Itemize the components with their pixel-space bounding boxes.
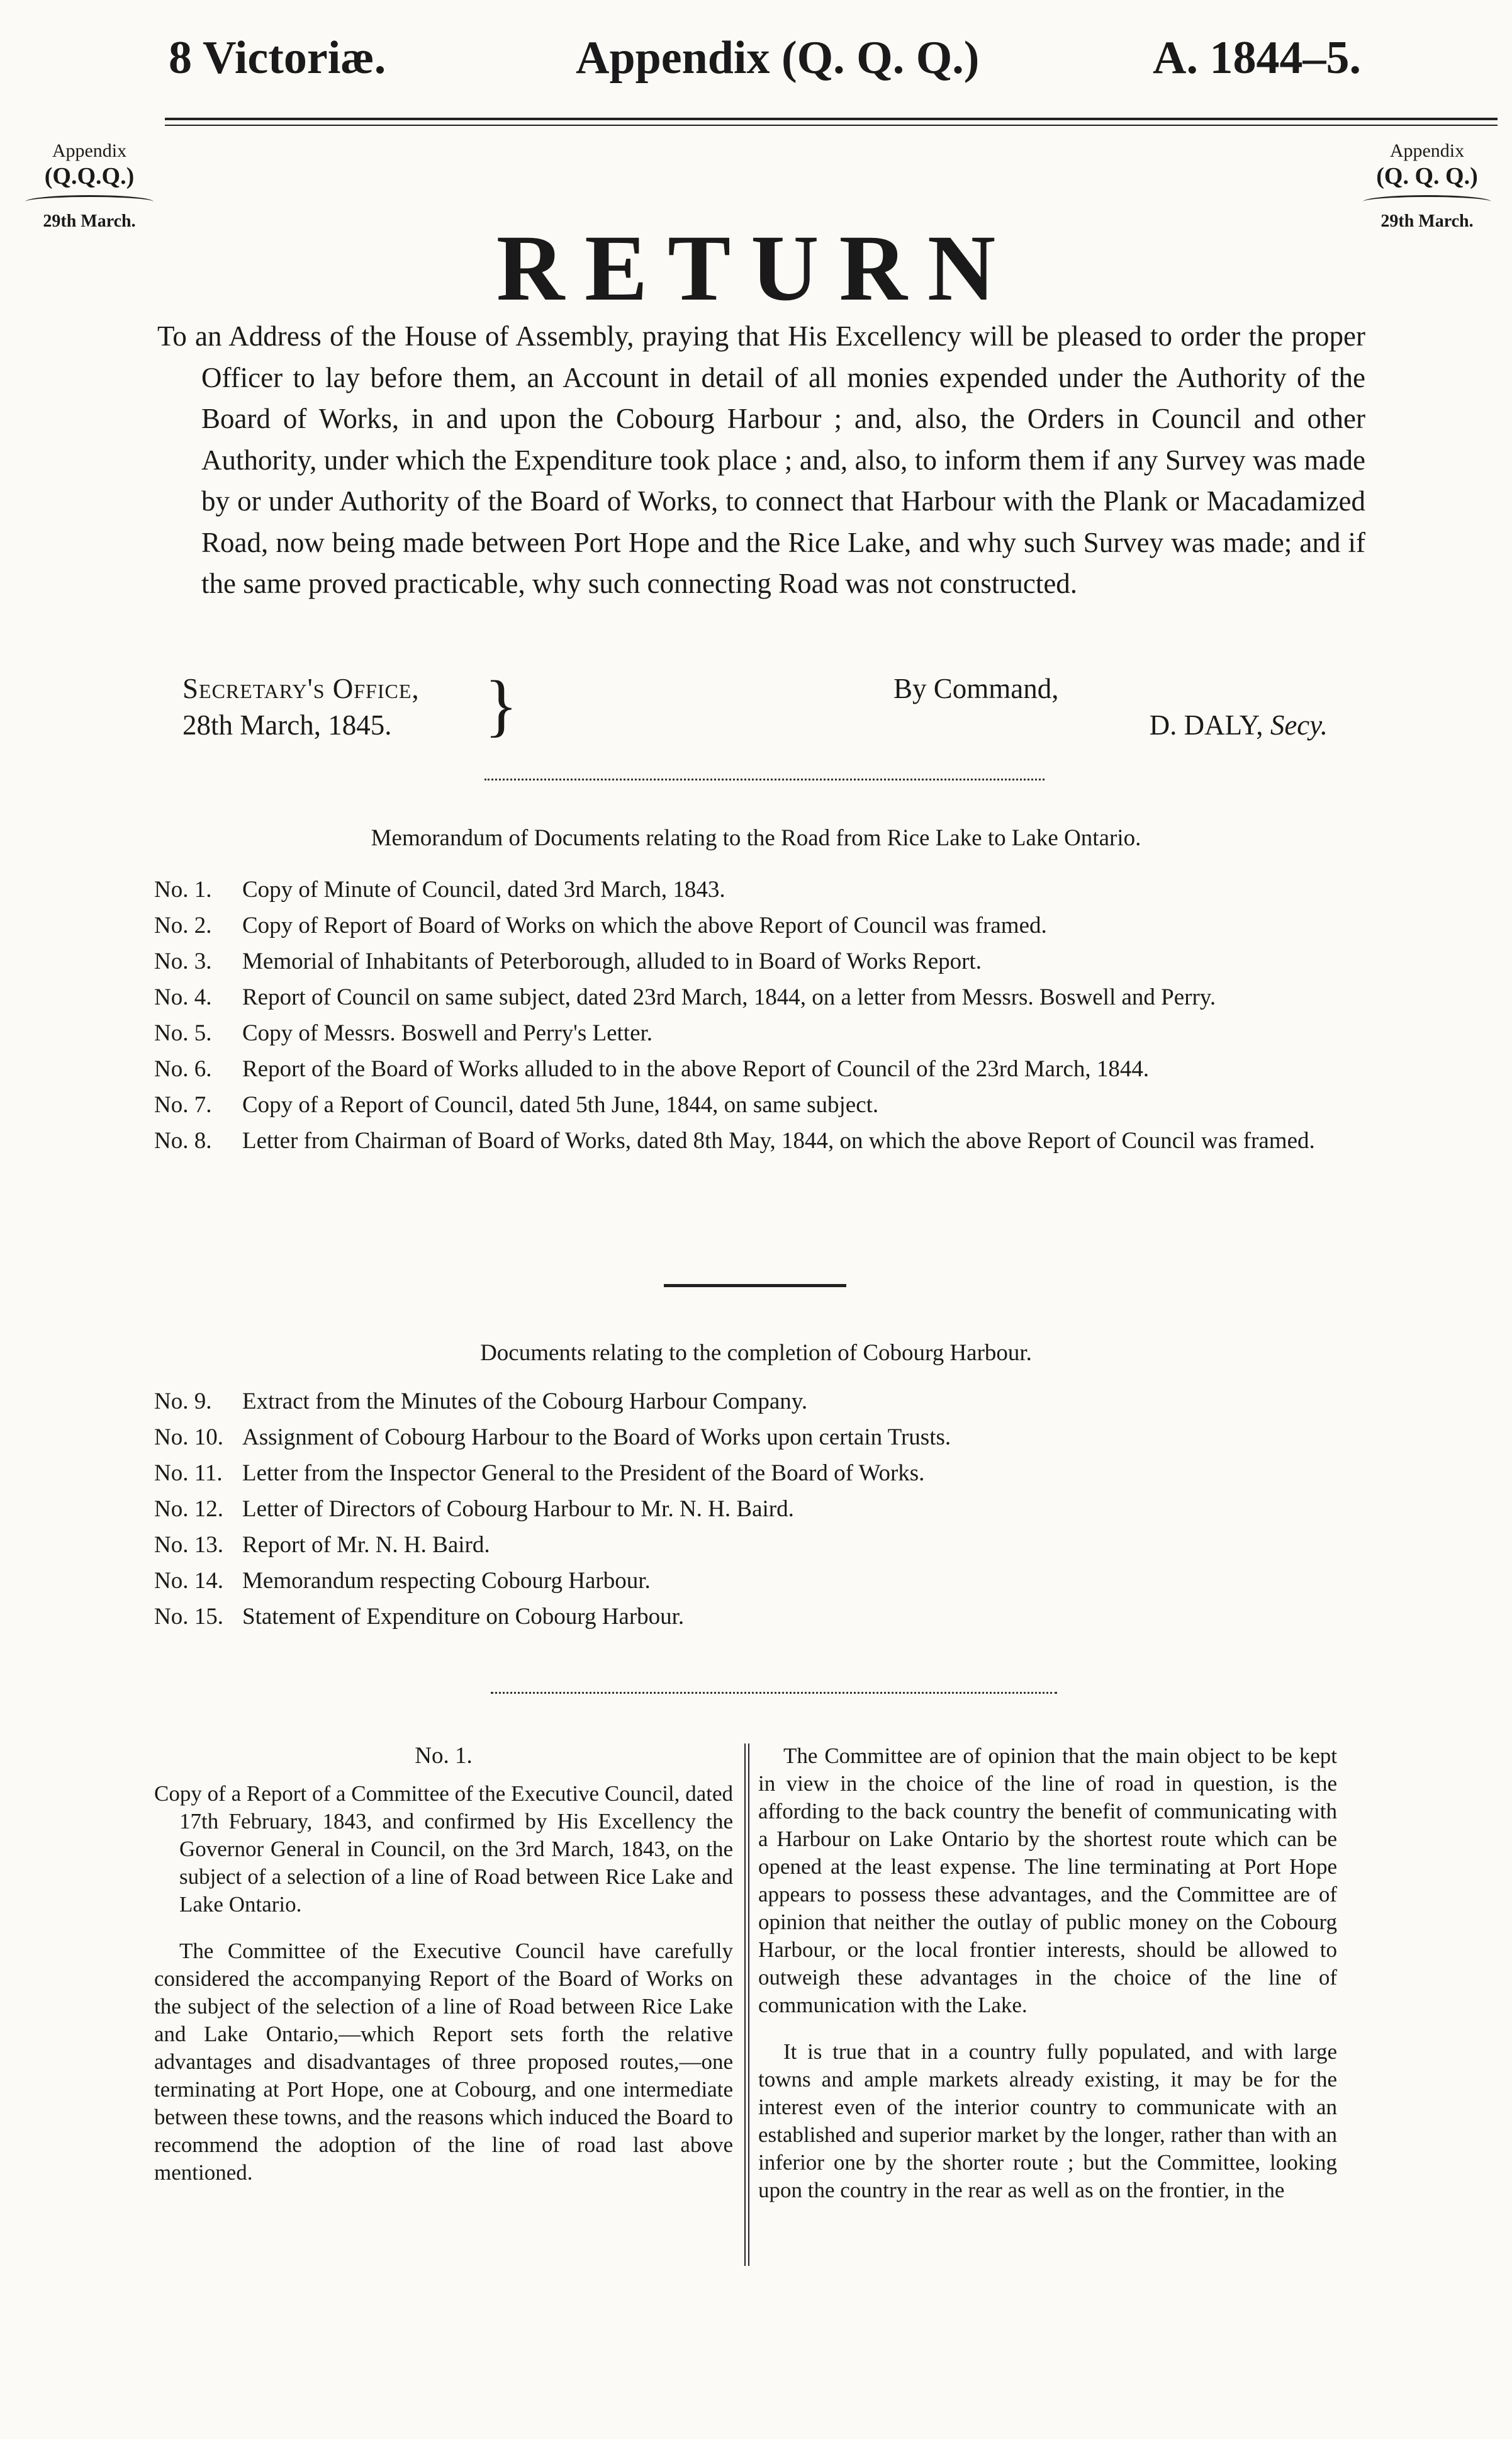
document-description: Letter from the Inspector General to the President of the Board of Works. (242, 1460, 925, 1486)
document-list-item (154, 1087, 1362, 1123)
running-head-appendix: Appendix (Q. Q. Q.) (576, 32, 980, 84)
document-description: Statement of Expenditure on Cobourg Harbour. (242, 1604, 685, 1630)
running-head-year: A. 1844–5. (1153, 32, 1361, 84)
document-description: Report of the Board of Works alluded to in the above Report of Council of the 23rd March, 1844. (242, 1056, 1150, 1082)
signer-name: D. DALY, (1149, 709, 1263, 741)
left-column (154, 1742, 733, 2205)
document-description: Letter of Directors of Cobourg Harbour to Mr. N. H. Baird. (242, 1496, 794, 1522)
document-description: Extract from the Minutes of the Cobourg Harbour Company. (242, 1388, 808, 1414)
document-number: No. 3. (154, 949, 212, 974)
margin-note-date: 29th March. (1380, 211, 1474, 231)
document-description: Copy of Messrs. Boswell and Perry's Letter. (242, 1020, 653, 1046)
margin-brace (1363, 195, 1491, 208)
document-list-item (154, 1015, 1362, 1051)
document-description: Report of Council on same subject, dated 23rd March, 1844, on a letter from Messrs. Boswell and Perry. (242, 984, 1216, 1010)
margin-note-label: Appendix (1389, 140, 1465, 161)
running-head (0, 31, 1512, 107)
document-number: No. 12. (154, 1496, 223, 1522)
document-list-item (154, 1563, 1362, 1599)
margin-note-code: (Q. Q. Q.) (1376, 163, 1478, 189)
document-description: Copy of Report of Board of Works on which the above Report of Council was framed. (242, 913, 1047, 938)
documents-heading: Documents relating to the completion of Cobourg Harbour. (480, 1340, 1032, 1366)
document-description: Assignment of Cobourg Harbour to the Board of Works upon certain Trusts. (242, 1424, 951, 1450)
document-list-item (154, 1123, 1362, 1159)
document-number: No. 7. (154, 1092, 212, 1118)
by-command: By Command, (893, 673, 1059, 704)
document-description: Letter from Chairman of Board of Works, dated 8th May, 1844, on which the above Report of Council was framed. (242, 1128, 1315, 1154)
documents-list (154, 1383, 1362, 1635)
document-description: Copy of a Report of Council, dated 5th June, 1844, on same subject. (242, 1092, 879, 1118)
document-number: No. 4. (154, 984, 212, 1010)
office-name: Secretary's Office, (182, 673, 420, 704)
document-number: No. 11. (154, 1460, 223, 1486)
margin-note-date: 29th March. (43, 211, 136, 231)
document-list-item (154, 1491, 1362, 1527)
document-description: Copy of Minute of Council, dated 3rd March, 1843. (242, 877, 725, 903)
secretary-office (182, 670, 420, 743)
document-number: No. 15. (154, 1604, 223, 1630)
margin-note-label: Appendix (52, 140, 127, 161)
document-list-item (154, 1419, 1362, 1455)
document-number: No. 8. (154, 1128, 212, 1154)
ornament-divider (484, 779, 1044, 780)
address-text: To an Address of the House of Assembly, praying that His Excellency will be pleased to order the proper Officer to lay before them, an Account in detail of all monies expended under the Authority of the Board of Works, in and upon the Cobourg Harbour ; and, also, the Orders in Council and other Authority, under which the Expenditure took place ; and, also, to inform them if any Survey was made by or under Authority of the Board of Works, to connect that Harbour with the Plank or Macadamized Road, now being made between Port Hope and the Rice Lake, and why such Survey was made; and if the same proved practicable, why such connecting Road was not constructed. (157, 320, 1365, 599)
signature-block (182, 667, 1365, 752)
memorandum-list (154, 872, 1362, 1159)
document-list-item (154, 979, 1362, 1015)
document-list-item (154, 1051, 1362, 1087)
running-head-session: 8 Victoriæ. (169, 32, 386, 84)
document-number: No. 14. (154, 1568, 223, 1594)
header-rule-thin (165, 125, 1498, 126)
document-list-item (154, 872, 1362, 908)
address-paragraph (157, 316, 1365, 605)
brace-glyph: } (484, 667, 518, 743)
margin-brace (25, 195, 154, 208)
document-list-item (154, 1599, 1362, 1635)
office-date: 28th March, 1845. (182, 709, 392, 741)
document-number: No. 5. (154, 1020, 212, 1046)
page-title: RETURN (496, 216, 1016, 320)
column-divider (744, 1743, 749, 2266)
body-paragraph: The Committee are of opinion that the main object to be kept in view in the choice of the line of road in question, is the affording to the back country the benefit of communicating with a Harbour on Lake Ontario by the shortest route which can be opened at the least expense. The line terminating at Port Hope appears to possess these advantages, and the Committee are of opinion that neither the outlay of public money on the Cobourg Harbour, or the local frontier interests, should be allowed to outweigh these advantages in the choice of the line of communication with the Lake. (758, 1743, 1337, 2017)
document-number: No. 10. (154, 1424, 223, 1450)
header-rule (165, 118, 1498, 120)
document-list-item (154, 908, 1362, 943)
body-paragraph: The Committee of the Executive Council have carefully considered the accompanying Report of the Board of Works on the subject of the selection of a line of Road between Rice Lake and Lake Ontario,—which Report sets forth the relative advantages and disadvantages of three proposed routes,—one terminating at Port Hope, one at Cobourg, and one intermediate between these towns, and the reasons which induced the Board to recommend the adoption of the line of road last above mentioned. (154, 1939, 733, 2185)
document-number: No. 13. (154, 1532, 223, 1558)
section-subtitle: Copy of a Report of a Committee of the Executive Council, dated 17th February, 1843, and confirmed by His Excellency the Governor General in Council, on the 3rd March, 1843, on the subject of a selection of a line of Road between Rice Lake and Lake Ontario. (154, 1781, 733, 1917)
document-list-item (154, 943, 1362, 979)
body-paragraph: It is true that in a country fully populated, and with large towns and ample markets already existing, it may be for the interest even of the interior country to communicate with an established and superior market by the longer, rather than with an inferior one by the shorter route ; but the Committee, looking upon the country in the rear as well as on the frontier, in the (758, 2039, 1337, 2202)
right-column (758, 1742, 1337, 2223)
signer (1150, 707, 1328, 743)
document-number: No. 2. (154, 913, 212, 938)
document-list-item (154, 1383, 1362, 1419)
document-description: Report of Mr. N. H. Baird. (242, 1532, 490, 1558)
document-list-item (154, 1455, 1362, 1491)
document-number: No. 9. (154, 1388, 212, 1414)
document-number: No. 6. (154, 1056, 212, 1082)
document-description: Memorandum respecting Cobourg Harbour. (242, 1568, 651, 1594)
document-description: Memorial of Inhabitants of Peterborough, alluded to in Board of Works Report. (242, 949, 982, 974)
ornament-divider (491, 1692, 1057, 1694)
document-number: No. 1. (154, 877, 212, 903)
document-list-item (154, 1527, 1362, 1563)
section-rule (664, 1284, 846, 1287)
signer-title: Secy. (1270, 709, 1328, 741)
section-title: No. 1. (415, 1743, 473, 1769)
margin-note-code: (Q.Q.Q.) (44, 163, 135, 189)
memorandum-heading: Memorandum of Documents relating to the Road from Rice Lake to Lake Ontario. (371, 825, 1141, 851)
